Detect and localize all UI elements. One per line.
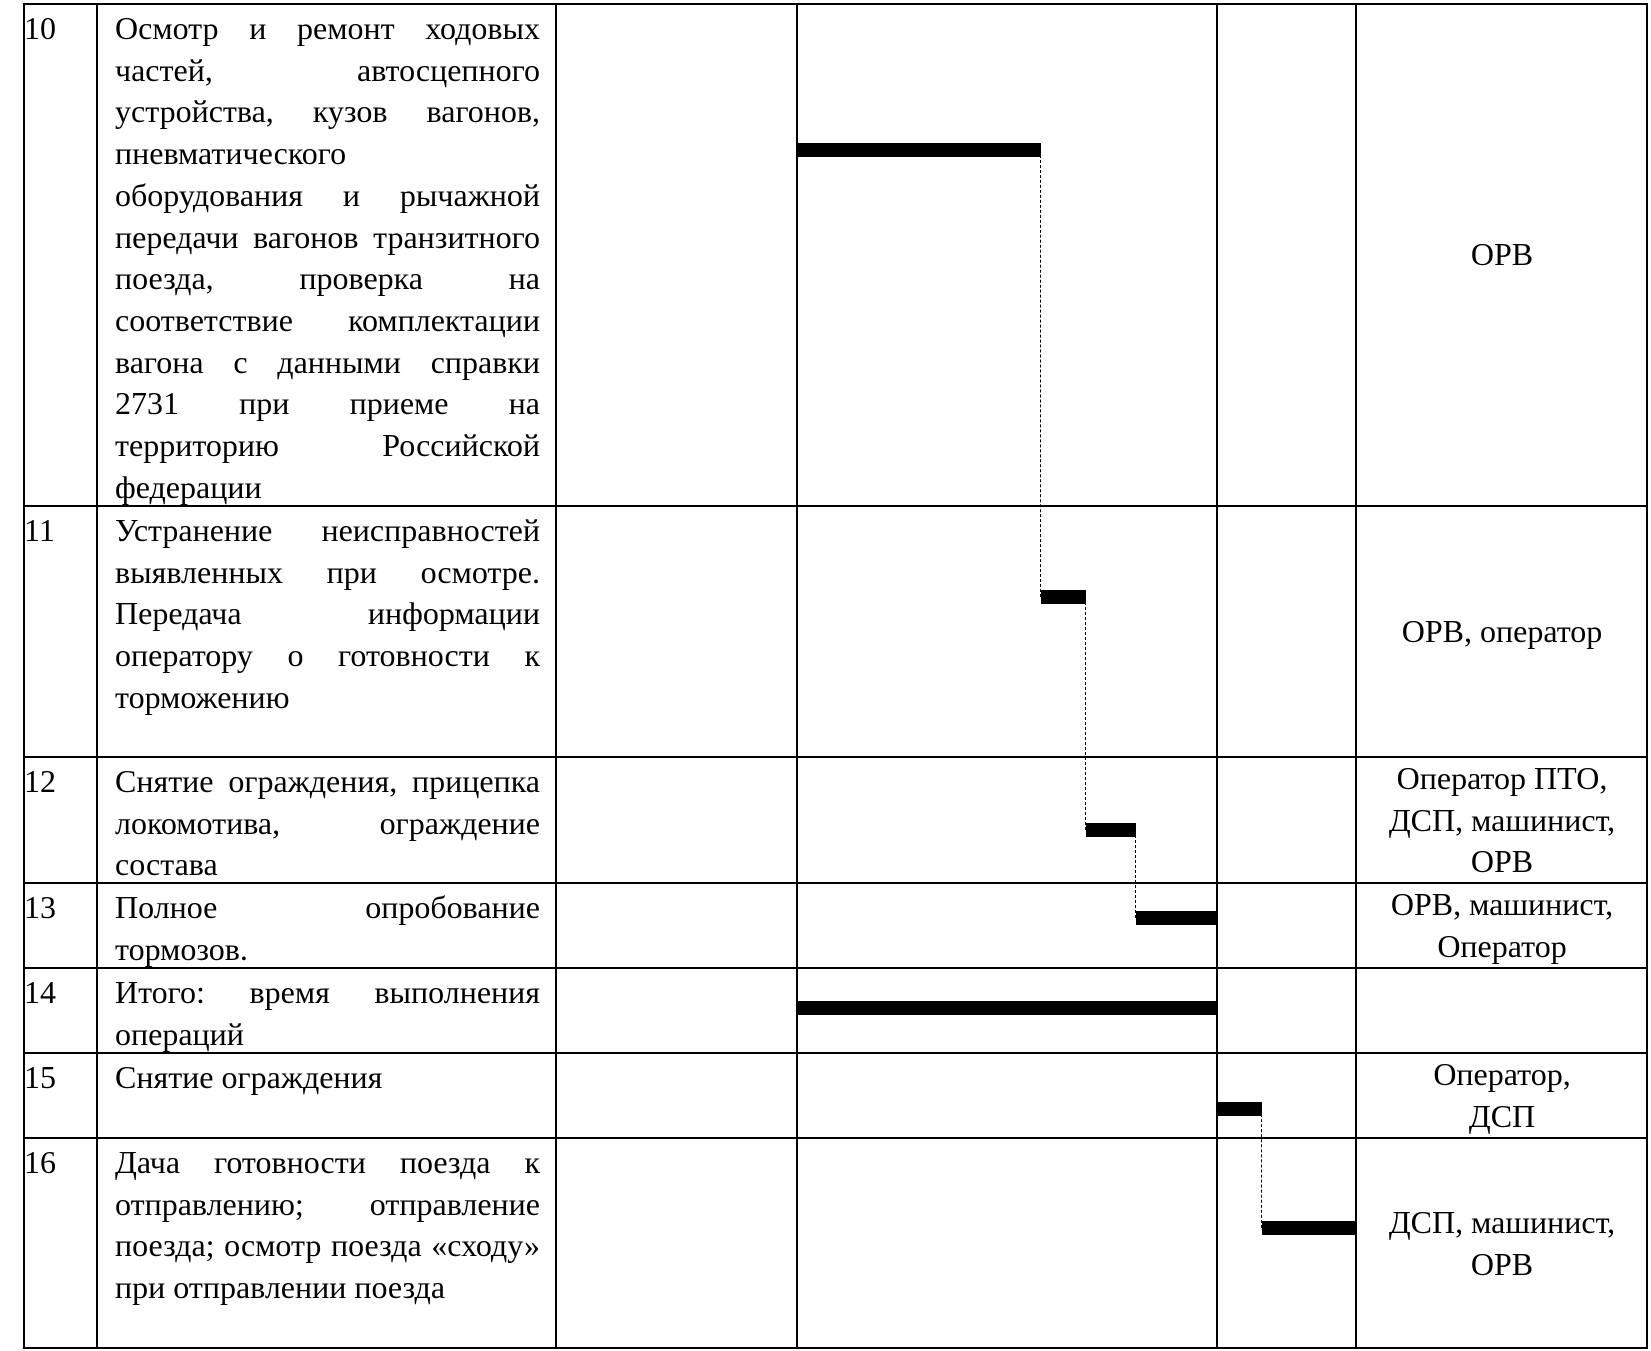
gantt-bar — [797, 143, 1041, 157]
responsible-text: ОРВ, машинист, Оператор — [1390, 886, 1614, 964]
column-divider — [796, 3, 798, 1349]
row-number: 11 — [24, 512, 55, 548]
gantt-bar — [1041, 590, 1086, 604]
responsible-text: Оператор, ДСП — [1433, 1056, 1571, 1134]
responsible-text: Оператор ПТО, ДСП, машинист, ОРВ — [1388, 759, 1616, 880]
column-divider — [1355, 3, 1357, 1349]
operation-text: Полное опробование тормозов. — [115, 889, 540, 967]
gantt-bar — [1136, 911, 1216, 925]
responsible-text: ДСП, машинист, ОРВ — [1388, 1203, 1616, 1282]
row-number: 12 — [24, 763, 56, 799]
gantt-bar — [1217, 1102, 1262, 1116]
column-divider — [555, 3, 557, 1349]
row-number: 14 — [24, 974, 56, 1010]
row-number: 13 — [24, 889, 56, 925]
gantt-bar — [1262, 1221, 1355, 1235]
row-number: 16 — [24, 1144, 56, 1180]
operation-text: Итого: время выполнения операций — [115, 974, 540, 1052]
gantt-connector — [1085, 597, 1086, 830]
operation-text: Снятие ограждения — [115, 1059, 383, 1095]
column-divider — [96, 3, 98, 1349]
gantt-connector — [1135, 830, 1136, 918]
operation-text: Осмотр и ремонт ходовых частей, автосцепного устройства, кузов вагонов, пневматического оборудования и рычажной передачи вагонов транзитного поезда, проверка на соответствие комплектации вагона с данными справки 2731 при приеме на территорию Российской федерации — [115, 10, 540, 505]
responsible-text: ОРВ — [1470, 236, 1534, 273]
gantt-connector — [1261, 1109, 1262, 1228]
responsible-text — [1358, 970, 1646, 1052]
column-divider — [1216, 3, 1218, 1349]
operation-text: Дача готовности поезда к отправлению; отправление поезда; осмотр поезда «сходу» при отправлении поезда — [115, 1144, 540, 1306]
gantt-connector — [1040, 150, 1041, 597]
gantt-bar — [1086, 823, 1136, 837]
row-number: 15 — [24, 1059, 56, 1095]
row-number: 10 — [24, 10, 56, 46]
operation-text: Снятие ограждения, прицепка локомотива, ограждение состава — [115, 763, 540, 883]
table-border-bottom — [23, 1347, 1648, 1349]
gantt-bar-total — [797, 1001, 1216, 1015]
table-border-right — [1646, 3, 1648, 1349]
operation-text: Устранение неисправностей выявленных при осмотре. Передача информации оператору о готовности к торможению — [115, 512, 540, 715]
responsible-text: ОРВ, оператор — [1401, 612, 1603, 649]
